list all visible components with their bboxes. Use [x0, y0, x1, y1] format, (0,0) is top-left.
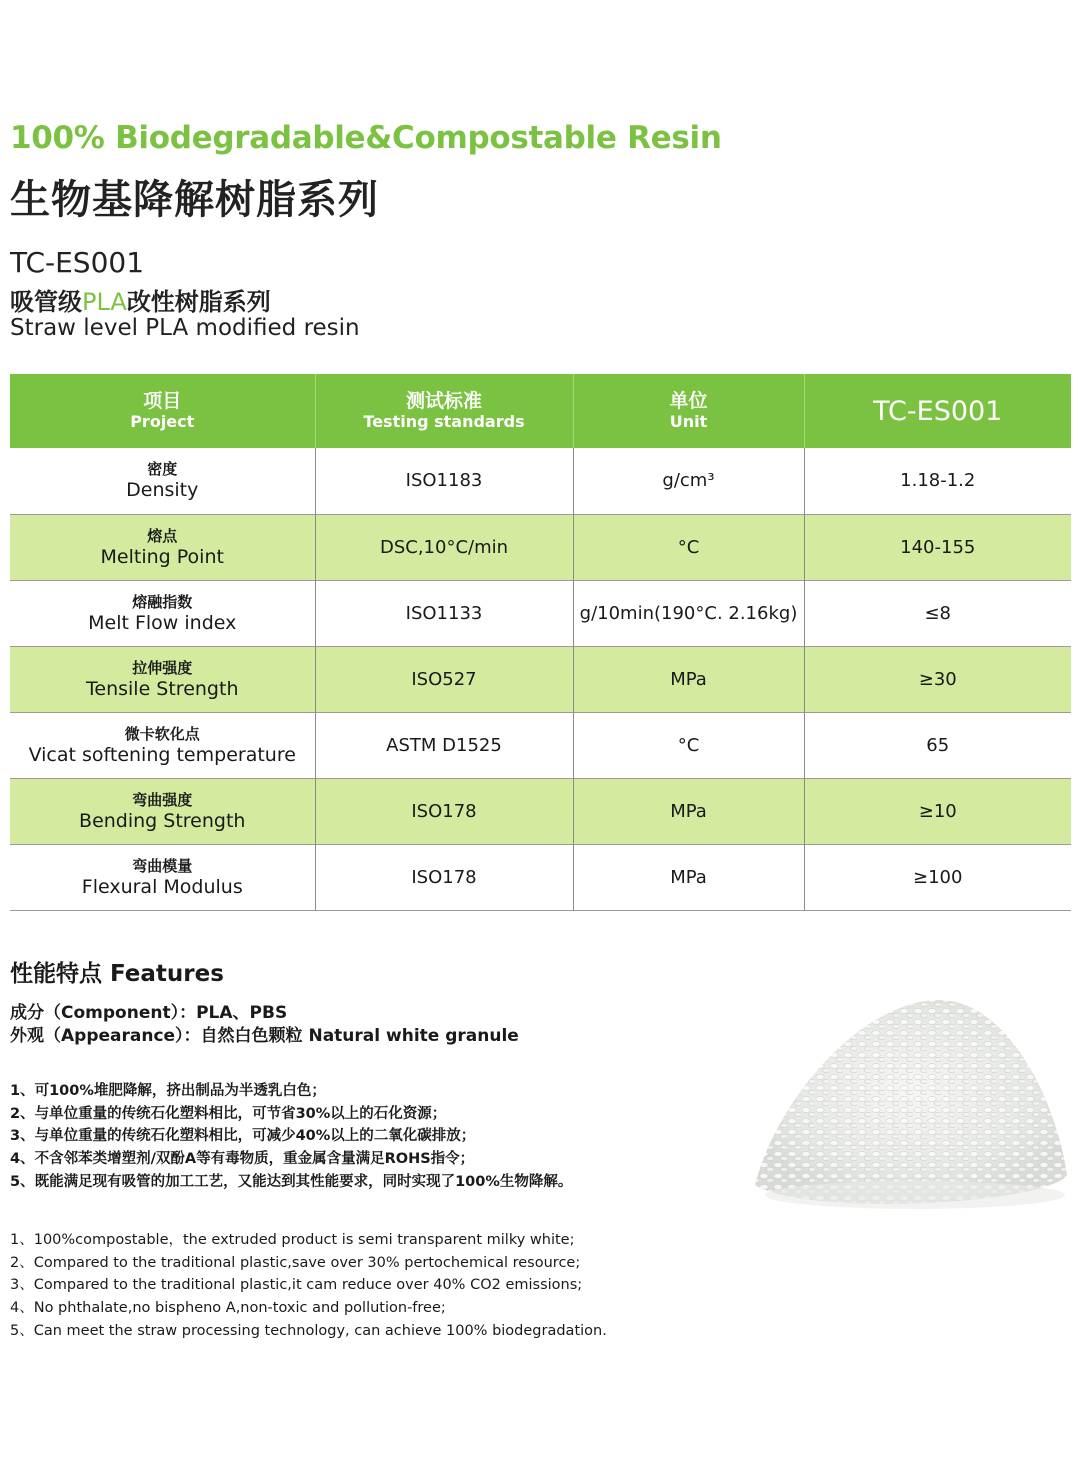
features-title: 性能特点 Features: [10, 961, 224, 987]
table-row: [10, 580, 1071, 646]
header-model: TC-ES001: [804, 374, 1071, 448]
property-en: Vicat softening temperature: [28, 743, 296, 766]
property-cn: 弯曲模量: [132, 856, 193, 875]
property-en: Flexural Modulus: [81, 875, 243, 898]
list-item: 1、100%compostable，the extruded product is semi transparent milky white;: [10, 1232, 575, 1248]
row-property: [10, 778, 315, 844]
row-unit: g/cm³: [573, 448, 804, 514]
subtitle-cn-prefix: 吸管级: [10, 288, 82, 316]
row-unit: MPa: [573, 646, 804, 712]
header-project-en: Project: [130, 412, 195, 431]
row-property: [10, 448, 315, 514]
row-property: [10, 646, 315, 712]
property-cn: 熔融指数: [132, 592, 193, 611]
features-list-chinese: [10, 1080, 572, 1194]
white-granules-icon: [745, 985, 1075, 1225]
list-item: 5、既能满足现有吸管的加工工艺，又能达到其性能要求，同时实现了100%生物降解。: [10, 1173, 573, 1190]
property-cn: 拉伸强度: [132, 658, 193, 677]
row-standard: ASTM D1525: [315, 712, 573, 778]
list-item: 4、不含邻苯类增塑剂/双酚A等有毒物质，重金属含量满足ROHS指令；: [10, 1151, 475, 1168]
row-value: ≤8: [804, 580, 1071, 646]
table-row: [10, 712, 1071, 778]
appearance-line: 外观（Appearance）：自然白色颗粒 Natural white granule: [10, 1026, 519, 1046]
property-en: Density: [126, 479, 199, 502]
property-cn: 熔点: [147, 526, 178, 545]
header-unit-en: Unit: [669, 412, 708, 431]
list-item: 5、Can meet the straw processing technology, can achieve 100% biodegradation.: [10, 1322, 607, 1339]
row-value: ≥30: [804, 646, 1071, 712]
row-unit: MPa: [573, 778, 804, 844]
property-en: Melting Point: [100, 545, 224, 568]
row-unit: °C: [573, 514, 804, 580]
headline-english: 100% Biodegradable&Compostable Resin: [10, 120, 722, 156]
header-standard-cn: 测试标准: [405, 390, 482, 412]
row-standard: ISO178: [315, 778, 573, 844]
model-code: TC-ES001: [10, 246, 145, 279]
property-cn: 密度: [147, 460, 178, 479]
list-item: 4、No phthalate,no bispheno A,non-toxic and pollution-free;: [10, 1300, 446, 1317]
subtitle-chinese: [10, 282, 271, 317]
table-row: [10, 646, 1071, 712]
subtitle-cn-suffix: 改性树脂系列: [126, 288, 271, 316]
header-project-cn: 项目: [143, 390, 182, 412]
list-item: 1、可100%堆肥降解，挤出制品为半透乳白色；: [10, 1083, 326, 1099]
row-property: [10, 580, 315, 646]
row-value: 65: [804, 712, 1071, 778]
property-en: Bending Strength: [79, 809, 246, 832]
row-property: [10, 514, 315, 580]
header-project: [10, 374, 315, 448]
list-item: 2、Compared to the traditional plastic,save over 30% pertochemical resource;: [10, 1254, 581, 1271]
subtitle-cn-accent: PLA: [82, 288, 127, 316]
row-unit: g/10min(190°C. 2.16kg): [573, 580, 804, 646]
row-value: ≥100: [804, 844, 1071, 910]
property-en: Melt Flow index: [88, 611, 237, 634]
list-item: 3、与单位重量的传统石化塑料相比，可减少40%以上的二氧化碳排放；: [10, 1128, 476, 1145]
table-row: [10, 844, 1071, 910]
property-cn: 弯曲强度: [132, 790, 193, 809]
list-item: 3、Compared to the traditional plastic,it cam reduce over 40% CO2 emissions;: [10, 1277, 583, 1294]
table-row: [10, 448, 1071, 514]
header-unit: [573, 374, 804, 448]
row-standard: ISO1133: [315, 580, 573, 646]
features-list-english: [10, 1229, 607, 1343]
row-property: [10, 844, 315, 910]
row-standard: ISO1183: [315, 448, 573, 514]
row-unit: °C: [573, 712, 804, 778]
list-item: 2、与单位重量的传统石化塑料相比，可节省30%以上的石化资源；: [10, 1105, 447, 1122]
row-value: 140-155: [804, 514, 1071, 580]
table-row: [10, 514, 1071, 580]
headline-chinese: 生物基降解树脂系列: [10, 177, 379, 223]
row-property: [10, 712, 315, 778]
header-standard: [315, 374, 573, 448]
subtitle-english: Straw level PLA modified resin: [10, 315, 360, 341]
row-standard: ISO527: [315, 646, 573, 712]
row-value: ≥10: [804, 778, 1071, 844]
row-unit: MPa: [573, 844, 804, 910]
table-row: [10, 778, 1071, 844]
spec-table: [10, 374, 1071, 911]
property-cn: 微卡软化点: [124, 724, 200, 743]
row-value: 1.18-1.2: [804, 448, 1071, 514]
row-standard: ISO178: [315, 844, 573, 910]
row-standard: DSC,10°C/min: [315, 514, 573, 580]
table-header-row: [10, 374, 1071, 448]
header-standard-en: Testing standards: [363, 412, 525, 431]
property-en: Tensile Strength: [86, 677, 239, 700]
component-line: 成分（Component）：PLA、PBS: [10, 1003, 288, 1023]
header-unit-cn: 单位: [669, 390, 708, 412]
